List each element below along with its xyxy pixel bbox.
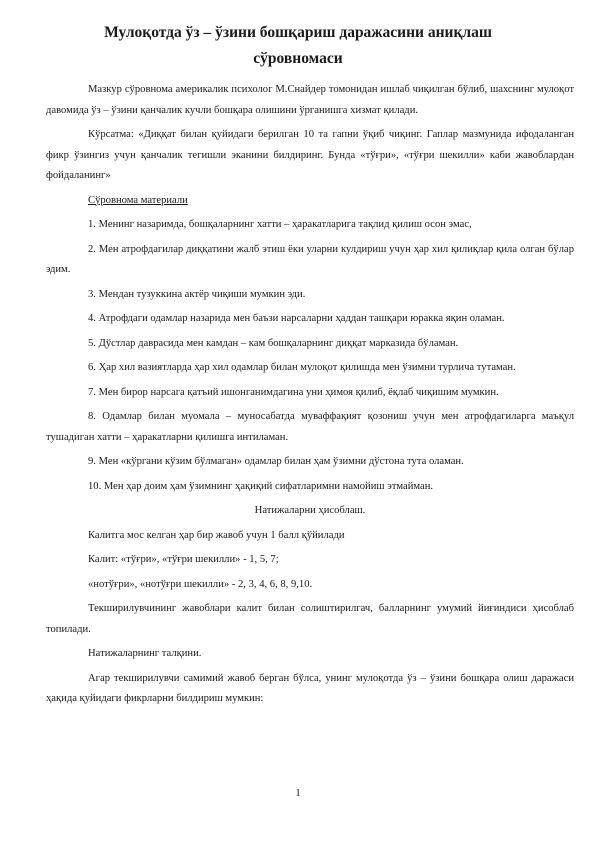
results-heading: Натижаларни ҳисоблаш.	[254, 505, 366, 516]
materials-heading: Сўровнома материали	[88, 194, 188, 206]
scoring-paragraph	[46, 599, 574, 640]
item-7: 7. Мен бирор нарсага қатъий ишонганимдагина уни ҳимоя қилиб, ёқлаб чиқишим мумкин.	[88, 386, 499, 398]
item-2	[46, 240, 574, 281]
item-4: 4. Атрофдаги одамлар назарида мен баъзи нарсаларни ҳаддан ташқари юракка яқин оламан.	[88, 313, 505, 324]
instruction-paragraph	[46, 125, 574, 187]
interpretation-text: Агар текширилувчи самимий жавоб берган бўлса, унинг мулоқотда ўз – ўзини бошқара олиш даражаси ҳақида қуйидаги фикрларни билдириш мумкин:	[46, 672, 574, 704]
instruction-text: Кўрсатма: «Диққат билан қуйидаги берилган 10 та гапни ўқиб чиқинг. Гаплар мазмунида ифодаланган фикр ўзингиз учун қанчалик тегишли эканини билдиринг. Бунда «тўғри», «тўғри шекилли» каби жавоблардан фойдаланинг»	[46, 129, 574, 181]
item-3: 3. Мендан тузуккина актёр чиқиши мумкин эди.	[88, 288, 306, 300]
key-false: «нотўғри», «нотўғри шекилли» - 2, 3, 4, 6, 8, 9,10.	[88, 578, 313, 590]
document-body	[46, 80, 574, 714]
intro-paragraph	[46, 80, 574, 121]
key-true: Калит: «тўғри», «тўғри шекилли» - 1, 5, 7;	[88, 554, 279, 565]
item-6: 6. Ҳар хил вазиятларда ҳар хил одамлар билан мулоқот қилишда мен ўзимни турлича тутаман.	[88, 362, 516, 373]
item-8-text: 8. Одамлар билан муомала – муносабатда муваффақият қозониш учун мен атрофдагиларга маъқул тушадиган хатти – ҳаракатларни қилишга интиламан.	[46, 411, 574, 443]
item-5: 5. Дўстлар даврасида мен камдан – кам бошқаларнинг диққат марказида бўламан.	[88, 337, 459, 349]
page-number: 1	[295, 788, 301, 799]
document-title	[88, 20, 508, 72]
item-2-text: 2. Мен атрофдагилар диққатини жалб этиш ёки уларни кулдириш учун ҳар хил қилиқлар қила олган бўлар эдим.	[46, 243, 574, 275]
item-9: 9. Мен «кўргани кўзим бўлмаган» одамлар билан ҳам ўзимни дўстона тута оламан.	[88, 456, 464, 467]
title-line-1: Мулоқотда ўз – ўзини бошқариш даражасини аниқлаш	[104, 24, 492, 41]
item-1: 1. Менинг назаримда, бошқаларнинг хатти – ҳаракатларига тақлид қилиш осон эмас,	[88, 219, 472, 230]
item-10: 10. Мен ҳар доим ҳам ўзимнинг ҳақиқий сифатларимни намойиш этмайман.	[88, 480, 434, 492]
intro-text: Мазкур сўровнома америкалик психолог М.Снайдер томонидан ишлаб чиқилган бўлиб, шахснинг мулоқот давомида ўз – ўзини қанчалик кучли бошқара олишини ўрганишга хизмат қилади.	[46, 84, 574, 116]
interpretation-heading: Натижаларнинг талқини.	[88, 648, 202, 659]
item-8	[46, 407, 574, 448]
scoring-text: Текширилувчининг жавоблари калит билан солиштирилгач, балларнинг умумий йиғиндиси ҳисоблаб топилади.	[46, 603, 574, 635]
key-intro: Калитга мос келган ҳар бир жавоб учун 1 балл қўйилади	[88, 529, 345, 541]
title-line-2: сўровномаси	[253, 50, 343, 67]
interpretation-paragraph	[46, 669, 574, 710]
